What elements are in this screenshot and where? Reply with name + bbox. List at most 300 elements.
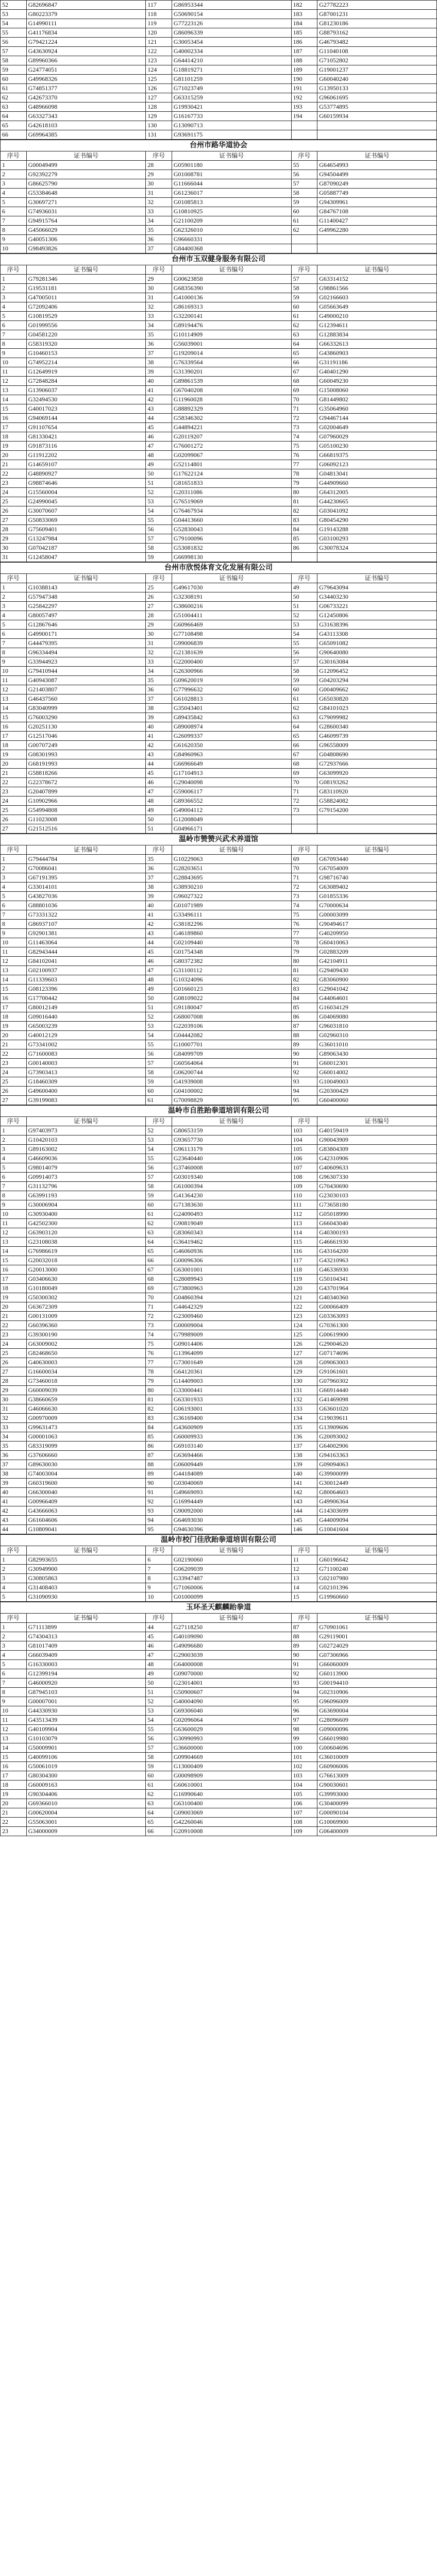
serial-number-cell: 90 bbox=[291, 1049, 317, 1059]
certificate-number-cell: G43860903 bbox=[317, 349, 437, 358]
certificate-number-cell: G43600909 bbox=[172, 1423, 291, 1432]
certificate-number-cell: G63001001 bbox=[172, 1265, 291, 1275]
organization-title-row bbox=[1, 563, 437, 574]
certificate-number-cell: G00096306 bbox=[172, 1256, 291, 1265]
certificate-number-cell: G60049230 bbox=[317, 377, 437, 386]
certificate-number-cell: G86937107 bbox=[26, 920, 146, 929]
serial-number-cell: 131 bbox=[146, 130, 172, 140]
table-row bbox=[1, 497, 437, 506]
certificate-number-cell: G63009002 bbox=[26, 1340, 146, 1349]
certificate-number-cell: G41000136 bbox=[172, 293, 291, 302]
table-row bbox=[1, 685, 437, 694]
certificate-number-cell: G39199083 bbox=[26, 1096, 146, 1105]
table-row bbox=[1, 1423, 437, 1432]
certificate-number-cell: G77223126 bbox=[172, 19, 291, 28]
table-row bbox=[1, 1182, 437, 1191]
certificate-number-cell: G66914440 bbox=[317, 1386, 437, 1395]
certificate-number-cell: G00409662 bbox=[317, 685, 437, 694]
certificate-number-cell: G84960963 bbox=[172, 750, 291, 759]
serial-number-cell: 25 bbox=[1, 806, 27, 815]
certificate-number-cell: G04966171 bbox=[172, 824, 291, 834]
certificate-number-cell: G31100112 bbox=[172, 966, 291, 975]
certificate-number-cell: G83060900 bbox=[317, 975, 437, 985]
certificate-number-cell: G32200141 bbox=[172, 312, 291, 321]
serial-number-cell: 43 bbox=[1, 1516, 27, 1525]
serial-number-cell: 88 bbox=[291, 1031, 317, 1040]
serial-number-cell: 15 bbox=[1, 404, 27, 414]
table-row bbox=[1, 93, 437, 103]
serial-number-cell: 18 bbox=[1, 1781, 27, 1790]
serial-number-cell: 118 bbox=[291, 1265, 317, 1275]
certificate-number-cell: G16994449 bbox=[172, 1497, 291, 1506]
serial-number-cell: 37 bbox=[146, 349, 172, 358]
serial-number-cell: 10 bbox=[1, 1706, 27, 1716]
serial-number-cell: 51 bbox=[146, 1688, 172, 1697]
serial-number-cell: 19 bbox=[1, 750, 27, 759]
serial-number-cell: 29 bbox=[146, 275, 172, 284]
serial-number-cell: 123 bbox=[291, 1312, 317, 1321]
certificate-number-cell: G76986619 bbox=[26, 1247, 146, 1256]
certificate-number-cell: G84099709 bbox=[172, 1049, 291, 1059]
serial-number-cell: 137 bbox=[291, 1442, 317, 1451]
serial-number-cell: 14 bbox=[1, 704, 27, 713]
serial-number-cell: 108 bbox=[291, 1818, 317, 1827]
certificate-number-cell: G01000099 bbox=[172, 1592, 291, 1602]
serial-number-cell: 18 bbox=[1, 741, 27, 750]
serial-number-cell: 99 bbox=[291, 1734, 317, 1743]
serial-number-cell bbox=[291, 815, 317, 824]
serial-number-cell: 64 bbox=[146, 1808, 172, 1818]
certificate-number-cell: G02099067 bbox=[172, 451, 291, 460]
table-row bbox=[1, 103, 437, 112]
serial-number-cell: 32 bbox=[146, 648, 172, 657]
certificate-number-cell: G22039106 bbox=[172, 1022, 291, 1031]
certificate-number-cell: G21403807 bbox=[26, 685, 146, 694]
serial-number-cell: 49 bbox=[291, 583, 317, 592]
serial-number-cell: 112 bbox=[291, 1210, 317, 1219]
certificate-number-cell: G50300302 bbox=[26, 1293, 146, 1302]
organization-title: 温岭市赞赞兴武术养道馆 bbox=[1, 834, 437, 845]
serial-number-cell: 73 bbox=[291, 892, 317, 901]
certificate-number-cell: G43113308 bbox=[317, 630, 437, 639]
certificate-number-cell: G00707249 bbox=[26, 741, 146, 750]
certificate-number-cell: G30805863 bbox=[26, 1574, 146, 1583]
certificate-number-cell: G83040999 bbox=[26, 704, 146, 713]
certificate-number-cell: G04860394 bbox=[172, 1293, 291, 1302]
table-row bbox=[1, 1096, 437, 1105]
serial-number-cell: 30 bbox=[1, 1395, 27, 1404]
serial-number-cell: 28 bbox=[1, 1377, 27, 1386]
serial-number-cell: 59 bbox=[291, 198, 317, 207]
serial-number-cell: 88 bbox=[291, 1632, 317, 1641]
serial-number-cell: 81 bbox=[291, 497, 317, 506]
certificate-number-cell: G67054009 bbox=[317, 864, 437, 873]
certificate-number-cell: G06209039 bbox=[172, 1565, 291, 1574]
table-row bbox=[1, 321, 437, 330]
certificate-number-cell: G03406630 bbox=[26, 1275, 146, 1284]
serial-number-cell: 4 bbox=[1, 189, 27, 198]
certificate-number-cell: G72937666 bbox=[317, 759, 437, 769]
serial-number-cell: 1 bbox=[1, 1126, 27, 1136]
serial-number-cell: 6 bbox=[1, 207, 27, 216]
certificate-number-cell: G30012449 bbox=[317, 1479, 437, 1488]
serial-number-cell: 61 bbox=[291, 694, 317, 704]
serial-number-cell: 57 bbox=[291, 179, 317, 189]
certificate-number-cell: G94069144 bbox=[26, 414, 146, 423]
serial-number-cell: 1 bbox=[1, 855, 27, 864]
table-row bbox=[1, 1219, 437, 1228]
serial-number-cell: 74 bbox=[146, 1330, 172, 1340]
certificate-number-cell: G40340360 bbox=[317, 1293, 437, 1302]
table-row bbox=[1, 1012, 437, 1022]
certificate-number-cell: G09016440 bbox=[26, 1012, 146, 1022]
certificate-number-cell: G07960302 bbox=[317, 1377, 437, 1386]
table-row bbox=[1, 404, 437, 414]
table-row bbox=[1, 442, 437, 451]
table-row bbox=[1, 778, 437, 787]
certificate-number-cell: G24990045 bbox=[26, 497, 146, 506]
certificate-number-cell: G64002906 bbox=[317, 1442, 437, 1451]
serial-number-cell: 141 bbox=[291, 1479, 317, 1488]
certificate-number-cell: G33496111 bbox=[172, 910, 291, 920]
certificate-number-cell: G21512516 bbox=[26, 824, 146, 834]
table-row bbox=[1, 1163, 437, 1173]
certificate-number-cell: G49900171 bbox=[26, 630, 146, 639]
certificate-number-cell: G20910008 bbox=[172, 1827, 291, 1836]
serial-number-cell: 91 bbox=[291, 1660, 317, 1669]
serial-number-cell: 190 bbox=[291, 75, 317, 84]
certificate-number-cell: G21381639 bbox=[172, 648, 291, 657]
serial-number-cell: 183 bbox=[291, 10, 317, 19]
table-row bbox=[1, 901, 437, 910]
header-certificate-number: 证书编号 bbox=[317, 151, 437, 161]
serial-number-cell: 125 bbox=[146, 75, 172, 84]
header-certificate-number: 证书编号 bbox=[172, 1117, 291, 1126]
serial-number-cell: 36 bbox=[146, 340, 172, 349]
certificate-number-cell: G90092000 bbox=[172, 1506, 291, 1516]
certificate-number-cell: G09914073 bbox=[26, 1173, 146, 1182]
header-certificate-number: 证书编号 bbox=[172, 1546, 291, 1555]
header-serial-number: 序号 bbox=[291, 1117, 317, 1126]
certificate-number-cell: G63100400 bbox=[172, 1799, 291, 1808]
table-row bbox=[1, 1781, 437, 1790]
table-row bbox=[1, 732, 437, 741]
table-row bbox=[1, 1031, 437, 1040]
certificate-number-cell: G98493826 bbox=[26, 244, 146, 253]
certificate-number-cell: G35064960 bbox=[317, 404, 437, 414]
table-row bbox=[1, 1790, 437, 1799]
certificate-number-cell: G60396360 bbox=[26, 1321, 146, 1330]
serial-number-cell: 52 bbox=[146, 1126, 172, 1136]
certificate-number-cell: G61604606 bbox=[26, 1516, 146, 1525]
certificate-number-cell: G79989009 bbox=[172, 1330, 291, 1340]
serial-number-cell: 95 bbox=[146, 1525, 172, 1534]
table-row bbox=[1, 130, 437, 140]
certificate-number-cell: G92901381 bbox=[26, 929, 146, 938]
table-row bbox=[1, 330, 437, 340]
serial-number-cell: 16 bbox=[1, 722, 27, 732]
certificate-number-cell: G60906006 bbox=[317, 1762, 437, 1771]
certificate-number-cell: G81230186 bbox=[317, 19, 437, 28]
serial-number-cell: 35 bbox=[146, 855, 172, 864]
serial-number-cell: 75 bbox=[146, 1340, 172, 1349]
serial-number-cell: 113 bbox=[291, 1219, 317, 1228]
header-serial-number: 序号 bbox=[146, 265, 172, 275]
serial-number-cell: 25 bbox=[1, 497, 27, 506]
serial-number-cell: 45 bbox=[146, 769, 172, 778]
certificate-number-cell: G01754348 bbox=[172, 947, 291, 957]
serial-number-cell: 46 bbox=[146, 778, 172, 787]
serial-number-cell: 67 bbox=[291, 367, 317, 377]
serial-number-cell: 110 bbox=[291, 1191, 317, 1200]
organization-title: 温岭市校门佳欣跆拳道培训有限公司 bbox=[1, 1535, 437, 1546]
serial-number-cell: 62 bbox=[291, 321, 317, 330]
certificate-number-cell: G02960310 bbox=[317, 1031, 437, 1040]
certificate-number-cell: G00623858 bbox=[172, 275, 291, 284]
certificate-number-cell: G03100293 bbox=[317, 534, 437, 544]
serial-number-cell: 53 bbox=[1, 10, 27, 19]
serial-number-cell: 127 bbox=[146, 93, 172, 103]
table-row bbox=[1, 179, 437, 189]
certificate-number-cell: G40099106 bbox=[26, 1753, 146, 1762]
table-row bbox=[1, 469, 437, 479]
certificate-number-cell: G03019340 bbox=[172, 1173, 291, 1182]
table-row bbox=[1, 824, 437, 834]
certificate-number-cell: G66019980 bbox=[317, 1734, 437, 1743]
serial-number-cell: 92 bbox=[291, 1669, 317, 1679]
certificate-number-cell: G42260046 bbox=[172, 1818, 291, 1827]
table-row bbox=[1, 750, 437, 759]
certificate-number-cell: G38600216 bbox=[172, 602, 291, 611]
serial-number-cell: 127 bbox=[291, 1349, 317, 1358]
serial-number-cell: 187 bbox=[291, 47, 317, 56]
certificate-number-cell: G29041042 bbox=[317, 985, 437, 994]
serial-number-cell: 65 bbox=[291, 732, 317, 741]
serial-number-cell: 23 bbox=[1, 787, 27, 796]
serial-number-cell: 5 bbox=[1, 198, 27, 207]
serial-number-cell: 2 bbox=[1, 1565, 27, 1574]
table-row bbox=[1, 1574, 437, 1583]
certificate-number-cell: G73001649 bbox=[172, 1358, 291, 1367]
certificate-number-cell: G40209950 bbox=[317, 929, 437, 938]
serial-number-cell: 72 bbox=[146, 1312, 172, 1321]
certificate-number-cell: G82943444 bbox=[26, 947, 146, 957]
serial-number-cell bbox=[291, 121, 317, 130]
serial-number-cell: 41 bbox=[146, 910, 172, 920]
serial-number-cell: 62 bbox=[291, 704, 317, 713]
serial-number-cell: 63 bbox=[146, 1799, 172, 1808]
certificate-number-cell: G36419462 bbox=[172, 1238, 291, 1247]
serial-number-cell: 66 bbox=[146, 1256, 172, 1265]
serial-number-cell: 15 bbox=[1, 1753, 27, 1762]
certificate-number-cell: G13964099 bbox=[172, 1349, 291, 1358]
serial-number-cell: 60 bbox=[146, 1200, 172, 1210]
table-row bbox=[1, 1827, 437, 1836]
serial-number-cell: 58 bbox=[1, 56, 27, 65]
certificate-number-cell bbox=[317, 130, 437, 140]
serial-number-cell: 55 bbox=[146, 1040, 172, 1049]
header-certificate-number: 证书编号 bbox=[26, 1614, 146, 1623]
serial-number-cell: 63 bbox=[291, 330, 317, 340]
certificate-number-cell: G26099337 bbox=[172, 732, 291, 741]
certificate-number-cell: G09094063 bbox=[317, 1460, 437, 1469]
serial-number-cell: 11 bbox=[1, 1716, 27, 1725]
table-row bbox=[1, 349, 437, 358]
table-row bbox=[1, 1743, 437, 1753]
serial-number-cell: 119 bbox=[146, 19, 172, 28]
certificate-number-cell: G10114909 bbox=[172, 330, 291, 340]
serial-number-cell: 40 bbox=[146, 377, 172, 386]
column-header-row bbox=[1, 845, 437, 855]
certificate-number-cell: G50061019 bbox=[26, 1762, 146, 1771]
certificate-number-cell: G09014406 bbox=[172, 1340, 291, 1349]
certificate-number-cell: G12096452 bbox=[317, 667, 437, 676]
table-row bbox=[1, 1275, 437, 1284]
serial-number-cell: 1 bbox=[1, 161, 27, 170]
serial-number-cell: 188 bbox=[291, 56, 317, 65]
serial-number-cell: 33 bbox=[1, 1423, 27, 1432]
serial-number-cell: 57 bbox=[291, 275, 317, 284]
serial-number-cell: 54 bbox=[146, 1716, 172, 1725]
serial-number-cell: 5 bbox=[1, 1592, 27, 1602]
certificate-number-cell: G69964385 bbox=[26, 130, 146, 140]
table-row bbox=[1, 657, 437, 667]
certificate-number-cell: G98716740 bbox=[317, 873, 437, 883]
table-row bbox=[1, 1395, 437, 1404]
serial-number-cell: 46 bbox=[146, 957, 172, 966]
serial-number-cell: 75 bbox=[291, 442, 317, 451]
serial-number-cell: 45 bbox=[146, 423, 172, 432]
serial-number-cell: 58 bbox=[291, 667, 317, 676]
serial-number-cell: 59 bbox=[291, 293, 317, 302]
certificate-number-cell: G96096009 bbox=[317, 1697, 437, 1706]
certificate-number-cell: G43666063 bbox=[26, 1506, 146, 1516]
serial-number-cell: 85 bbox=[146, 1432, 172, 1442]
serial-number-cell: 93 bbox=[291, 1077, 317, 1087]
table-row bbox=[1, 244, 437, 253]
certificate-number-cell: G53384648 bbox=[26, 189, 146, 198]
serial-number-cell: 26 bbox=[1, 1087, 27, 1096]
serial-number-cell: 91 bbox=[146, 1488, 172, 1497]
certificate-number-cell: G86096339 bbox=[172, 28, 291, 38]
serial-number-cell: 94 bbox=[291, 1688, 317, 1697]
serial-number-cell: 90 bbox=[291, 1651, 317, 1660]
certificate-number-cell: G14990111 bbox=[26, 19, 146, 28]
certificate-number-cell: G00098909 bbox=[172, 1771, 291, 1781]
certificate-number-cell: G40159419 bbox=[317, 1126, 437, 1136]
certificate-number-cell: G44894221 bbox=[172, 423, 291, 432]
certificate-number-cell: G74952214 bbox=[26, 358, 146, 367]
certificate-number-cell: G00009004 bbox=[172, 1321, 291, 1330]
serial-number-cell: 122 bbox=[146, 47, 172, 56]
serial-number-cell: 3 bbox=[1, 179, 27, 189]
table-row bbox=[1, 84, 437, 93]
certificate-number-cell: G24774051 bbox=[26, 65, 146, 75]
certificate-number-cell: G89960366 bbox=[26, 56, 146, 65]
certificate-number-cell: G46099739 bbox=[317, 732, 437, 741]
serial-number-cell: 33 bbox=[146, 657, 172, 667]
serial-number-cell: 21 bbox=[1, 1040, 27, 1049]
serial-number-cell: 109 bbox=[291, 1182, 317, 1191]
serial-number-cell: 35 bbox=[146, 226, 172, 235]
table-row bbox=[1, 1555, 437, 1565]
table-row bbox=[1, 985, 437, 994]
certificate-number-cell: G79281346 bbox=[26, 275, 146, 284]
serial-number-cell: 70 bbox=[291, 864, 317, 873]
certificate-number-cell: G89194476 bbox=[172, 321, 291, 330]
table-row bbox=[1, 1386, 437, 1395]
table-row bbox=[1, 1059, 437, 1068]
serial-number-cell: 47 bbox=[146, 1651, 172, 1660]
serial-number-cell: 22 bbox=[1, 469, 27, 479]
certificate-number-cell: G81449802 bbox=[317, 395, 437, 404]
serial-number-cell: 12 bbox=[1, 685, 27, 694]
serial-number-cell: 103 bbox=[291, 1126, 317, 1136]
serial-number-cell: 29 bbox=[1, 534, 27, 544]
certificate-number-cell: G28843695 bbox=[172, 873, 291, 883]
certificate-number-cell: G31090930 bbox=[26, 1592, 146, 1602]
serial-number-cell: 143 bbox=[291, 1497, 317, 1506]
certificate-number-cell: G44064601 bbox=[317, 994, 437, 1003]
header-certificate-number: 证书编号 bbox=[26, 151, 146, 161]
certificate-number-cell: G60009933 bbox=[172, 1432, 291, 1442]
serial-number-cell: 5 bbox=[1, 1660, 27, 1669]
serial-number-cell: 98 bbox=[291, 1725, 317, 1734]
serial-number-cell: 16 bbox=[1, 1265, 27, 1275]
serial-number-cell: 32 bbox=[146, 198, 172, 207]
certificate-number-cell: G66060009 bbox=[317, 1660, 437, 1669]
header-certificate-number: 证书编号 bbox=[26, 1117, 146, 1126]
certificate-number-cell: G91107654 bbox=[26, 423, 146, 432]
certificate-number-cell: G63991193 bbox=[26, 1191, 146, 1200]
certificate-number-cell: G09904669 bbox=[172, 1753, 291, 1762]
serial-number-cell: 62 bbox=[146, 1219, 172, 1228]
certificate-number-cell: G70901061 bbox=[317, 1623, 437, 1632]
table-row bbox=[1, 451, 437, 460]
certificate-number-cell: G10809041 bbox=[26, 1525, 146, 1534]
table-row bbox=[1, 19, 437, 28]
serial-number-cell: 109 bbox=[291, 1827, 317, 1836]
table-row bbox=[1, 602, 437, 611]
table-row bbox=[1, 56, 437, 65]
serial-number-cell: 53 bbox=[146, 1706, 172, 1716]
serial-number-cell: 58 bbox=[146, 1068, 172, 1077]
certificate-number-cell: G87001231 bbox=[317, 10, 437, 19]
serial-number-cell: 14 bbox=[1, 975, 27, 985]
certificate-number-cell: G63327343 bbox=[26, 112, 146, 121]
certificate-number-cell: G60012301 bbox=[317, 1059, 437, 1068]
serial-number-cell: 8 bbox=[1, 920, 27, 929]
certificate-table bbox=[0, 1534, 437, 1602]
serial-number-cell: 22 bbox=[1, 1818, 27, 1827]
serial-number-cell: 58 bbox=[146, 544, 172, 553]
certificate-number-cell: G12008049 bbox=[172, 815, 291, 824]
serial-number-cell: 91 bbox=[291, 1059, 317, 1068]
certificate-number-cell: G74003004 bbox=[26, 1469, 146, 1479]
table-row bbox=[1, 929, 437, 938]
table-row bbox=[1, 275, 437, 284]
serial-number-cell: 47 bbox=[146, 787, 172, 796]
table-row bbox=[1, 994, 437, 1003]
certificate-number-cell: G60009163 bbox=[26, 1781, 146, 1790]
certificate-number-cell: G70000634 bbox=[317, 901, 437, 910]
serial-number-cell: 52 bbox=[1, 1, 27, 10]
serial-number-cell: 46 bbox=[146, 1641, 172, 1651]
certificate-number-cell: G00007001 bbox=[26, 1697, 146, 1706]
serial-number-cell: 26 bbox=[1, 815, 27, 824]
serial-number-cell: 57 bbox=[146, 1059, 172, 1068]
serial-number-cell: 50 bbox=[146, 815, 172, 824]
